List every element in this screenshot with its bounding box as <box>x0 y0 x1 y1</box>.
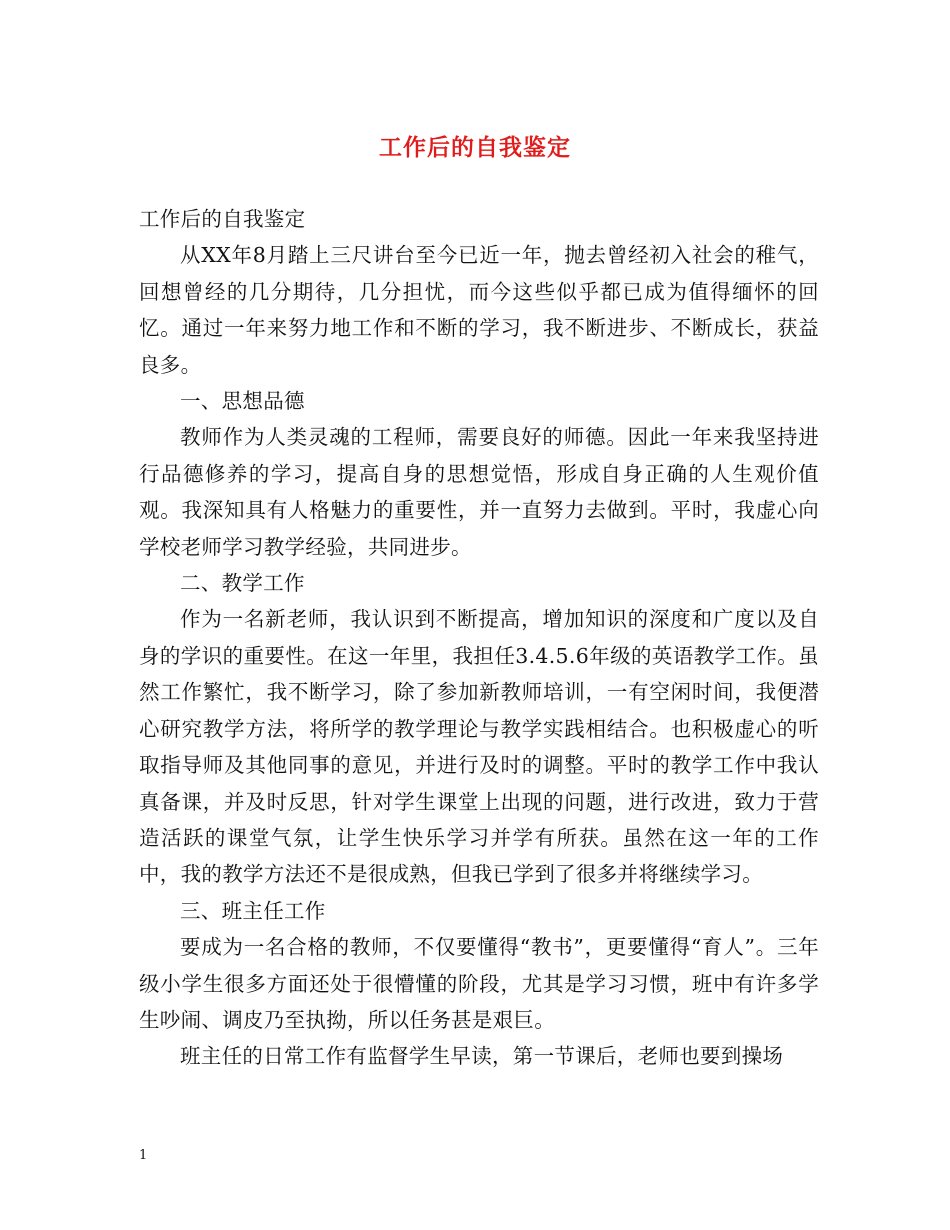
document-title: 工作后的自我鉴定 <box>379 134 571 161</box>
section-heading-teaching: 二、教学工作 <box>180 571 305 596</box>
paragraph-heading: 工作后的自我鉴定 <box>139 207 306 231</box>
section-heading-ideology: 一、思想品德 <box>180 389 305 414</box>
section-heading-head-teacher: 三、班主任工作 <box>180 898 326 923</box>
paragraph-intro: 从XX年8月踏上三尺讲台至今已近一年，抛去曾经初入社会的稚气，回想曾经的几分期待，几分担忧，而今这些似乎都已成为值得缅怀的回忆。通过一年来努力地工作和不断的学习，我不断进步、不断成长，获益良多。 <box>139 243 819 377</box>
paragraph-teaching: 作为一名新老师，我认识到不断提高，增加知识的深度和广度以及自身的学识的重要性。在这一年里，我担任3.4.5.6年级的英语教学工作。虽然工作繁忙，我不断学习，除了参加新教师培训，一有空闲时间，我便潜心研究教学方法，将所学的教学理论与教学实践相结合。也积极虚心的听取指导师及其他同事的意见，并进行及时的调整。平时的教学工作中我认真备课，并及时反思，针对学生课堂上出现的问题，进行改进，致力于营造活跃的课堂气氛，让学生快乐学习并学有所获。虽然在这一年的工作中，我的教学方法还不是很成熟，但我已学到了很多并将继续学习。 <box>139 607 819 887</box>
page-number: 1 <box>139 1148 148 1163</box>
paragraph-daily-work: 班主任的日常工作有监督学生早读，第一节课后，老师也要到操场 <box>180 1044 784 1069</box>
paragraph-head-teacher: 要成为一名合格的教师，不仅要懂得“教书”，更要懂得“育人”。三年级小学生很多方面还处于很懵懂的阶段，尤其是学习习惯，班中有许多学生吵闹、调皮乃至执拗，所以任务甚是艰巨。 <box>139 935 819 1032</box>
paragraph-ideology: 教师作为人类灵魂的工程师，需要良好的师德。因此一年来我坚持进行品德修养的学习，提高自身的思想觉悟，形成自身正确的人生观价值观。我深知具有人格魅力的重要性，并一直努力去做到。平时，我虚心向学校老师学习教学经验，共同进步。 <box>139 425 819 559</box>
document-body <box>139 201 819 1075</box>
